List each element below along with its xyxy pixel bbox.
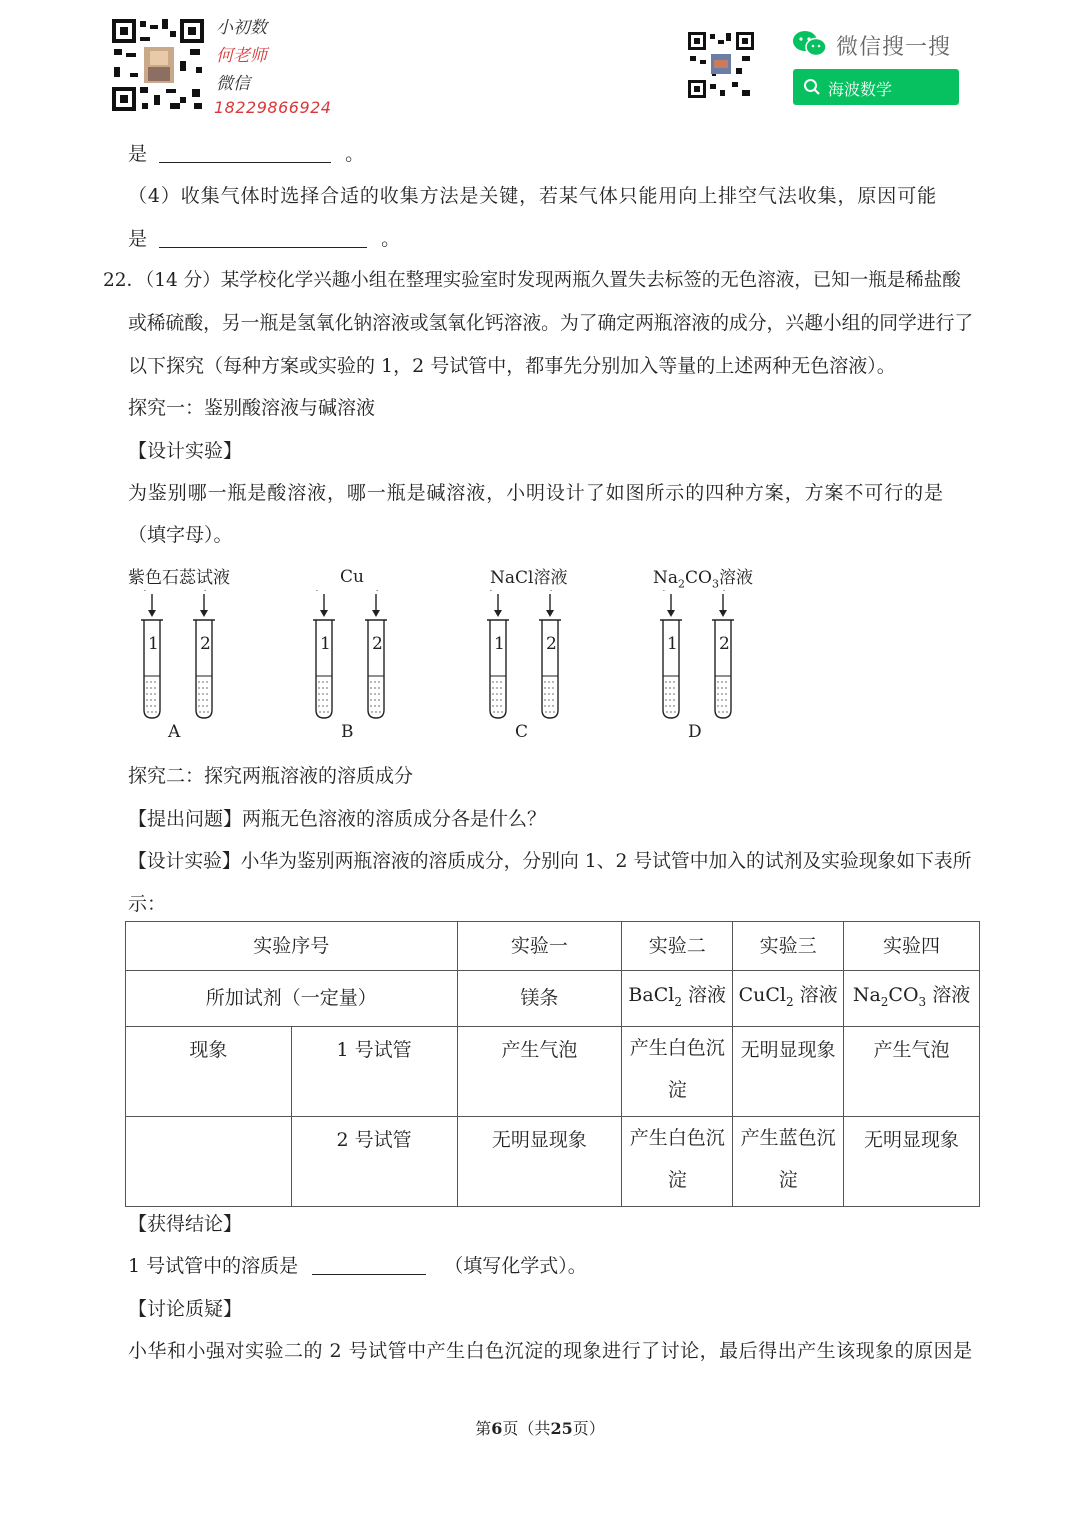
answer-blank[interactable] <box>159 229 367 248</box>
scheme-b-letter: B <box>341 722 354 742</box>
period: 。 <box>345 143 365 165</box>
reagent-cell: $Na_2CO_3$ 溶液 <box>844 971 980 1027</box>
tube-number: 1 <box>148 634 159 654</box>
wechat-search-title: 微信搜一搜 <box>836 35 952 60</box>
handwritten-note-line-2: 何老师 <box>216 46 267 66</box>
tube-number: 2 <box>372 634 383 654</box>
reagent-cell: BaCl$_2$ 溶液 <box>622 971 733 1027</box>
table-header-cell: 实验三 <box>733 922 844 971</box>
design-1-heading: 【设计实验】 <box>128 440 243 462</box>
reagent-label: 所加试剂（一定量） <box>126 971 458 1027</box>
answer-blank[interactable] <box>312 1256 426 1275</box>
table-header-row <box>126 922 980 971</box>
test-tube-figure <box>120 590 780 720</box>
scheme-a-letter: A <box>168 722 181 742</box>
scheme-b-reagent: Cu <box>340 567 364 587</box>
scheme-d-letter: D <box>688 722 702 742</box>
table-row-tube-1 <box>126 1026 980 1116</box>
handwritten-note-line-3: 微信 <box>216 74 250 94</box>
conclusion-heading: 【获得结论】 <box>128 1213 243 1235</box>
explore-2-heading: 探究二：探究两瓶溶液的溶质成分 <box>128 765 414 787</box>
tube-number: 1 <box>494 634 505 654</box>
tube-2-label: 2 号试管 <box>291 1116 457 1206</box>
answer-line-2 <box>128 224 400 251</box>
explore-1-heading: 探究一：鉴别酸溶液与碱溶液 <box>128 397 376 419</box>
result-cell: 无明显现象 <box>457 1116 622 1206</box>
table-header-cell: 实验序号 <box>126 922 458 971</box>
table-row-reagents <box>126 971 980 1027</box>
reagent-cell: 镁条 <box>457 971 622 1027</box>
design-2-line-2: 示： <box>128 893 167 915</box>
tube-pair-c <box>487 590 561 718</box>
period: 。 <box>381 228 401 250</box>
line-prefix: 是 <box>128 143 148 165</box>
design-1-line-2: （填字母）。 <box>128 524 233 546</box>
discussion-line: 小华和小强对实验二的 2 号试管中产生白色沉淀的现象进行了讨论，最后得出产生该现象的原因是 <box>128 1340 973 1362</box>
scheme-c-reagent: NaCl溶液 <box>490 568 568 588</box>
tube-1-label: 1 号试管 <box>291 1026 457 1116</box>
wechat-search-button[interactable] <box>793 69 959 105</box>
result-cell: 产生蓝色沉淀 <box>733 1116 844 1206</box>
line-prefix: 是 <box>128 228 148 250</box>
answer-line-1 <box>128 139 364 166</box>
wechat-logo-icon <box>792 30 828 58</box>
result-cell: 产生气泡 <box>844 1026 980 1116</box>
result-cell: 产生白色沉淀 <box>622 1116 733 1206</box>
tube-number: 1 <box>320 634 331 654</box>
table-header-cell: 实验二 <box>622 922 733 971</box>
table-header-cell: 实验一 <box>457 922 622 971</box>
design-1-line-1: 为鉴别哪一瓶是酸溶液，哪一瓶是碱溶液，小明设计了如图所示的四种方案，方案不可行的是 <box>128 482 944 504</box>
scheme-a-reagent: 紫色石蕊试液 <box>128 568 230 588</box>
search-icon <box>803 78 821 96</box>
reagent-cell: CuCl$_2$ 溶液 <box>733 971 844 1027</box>
wechat-search-label: 海波数学 <box>828 80 893 99</box>
discussion-heading: 【讨论质疑】 <box>128 1298 243 1320</box>
conclusion-answer-line <box>128 1251 587 1278</box>
table-row-tube-2 <box>126 1116 980 1206</box>
experiment-table <box>125 921 980 1207</box>
q4-text: （4）收集气体时选择合适的收集方法是关键，若某气体只能用向上排空气法收集，原因可能 <box>128 185 937 207</box>
result-cell: 无明显现象 <box>733 1026 844 1116</box>
table-header-cell: 实验四 <box>844 922 980 971</box>
empty-cell <box>126 1116 292 1206</box>
q22-line-1: 22．（14 分）某学校化学兴趣小组在整理实验室时发现两瓶久置失去标签的无色溶液，已知一瓶是稀盐酸 <box>103 270 961 291</box>
q22-line-2: 或稀硫酸，另一瓶是氢氧化钠溶液或氢氧化钙溶液。为了确定两瓶溶液的成分，兴趣小组的同学进行了 <box>128 313 974 334</box>
design-2-line-1: 【设计实验】小华为鉴别两瓶溶液的溶质成分，分别向 1、2 号试管中加入的试剂及实验现象如下表所 <box>128 851 972 872</box>
result-cell: 产生白色沉淀 <box>622 1026 733 1116</box>
page-total: 25 <box>550 1419 573 1438</box>
tube-number: 1 <box>667 634 678 654</box>
page-footer: 第6页（共25页） <box>475 1419 605 1438</box>
tube-number: 2 <box>546 634 557 654</box>
result-cell: 无明显现象 <box>844 1116 980 1206</box>
answer-suffix: （填写化学式）。 <box>444 1255 587 1277</box>
handwritten-note-line-1: 小初数 <box>216 18 267 38</box>
answer-prefix: 1 号试管中的溶质是 <box>128 1255 299 1277</box>
answer-blank[interactable] <box>159 144 331 163</box>
tube-number: 2 <box>200 634 211 654</box>
tube-pair-d <box>660 590 734 718</box>
question-heading: 【提出问题】两瓶无色溶液的溶质成分各是什么？ <box>128 808 547 830</box>
tube-pair-a <box>141 590 215 718</box>
tube-pair-b <box>313 590 387 718</box>
scheme-d-reagent: $Na_2CO_3$溶液 <box>653 568 753 591</box>
handwritten-phone-number: 18229866924 <box>214 98 332 117</box>
tube-number: 2 <box>719 634 730 654</box>
page-number: 6 <box>491 1419 503 1438</box>
phenomenon-label: 现象 <box>126 1026 292 1116</box>
q22-line-3: 以下探究（每种方案或实验的 1，2 号试管中，都事先分别加入等量的上述两种无色溶液）。 <box>128 355 896 377</box>
scheme-c-letter: C <box>515 722 529 742</box>
result-cell: 产生气泡 <box>457 1026 622 1116</box>
qr-code-left <box>110 17 206 113</box>
qr-code-right <box>686 30 756 100</box>
